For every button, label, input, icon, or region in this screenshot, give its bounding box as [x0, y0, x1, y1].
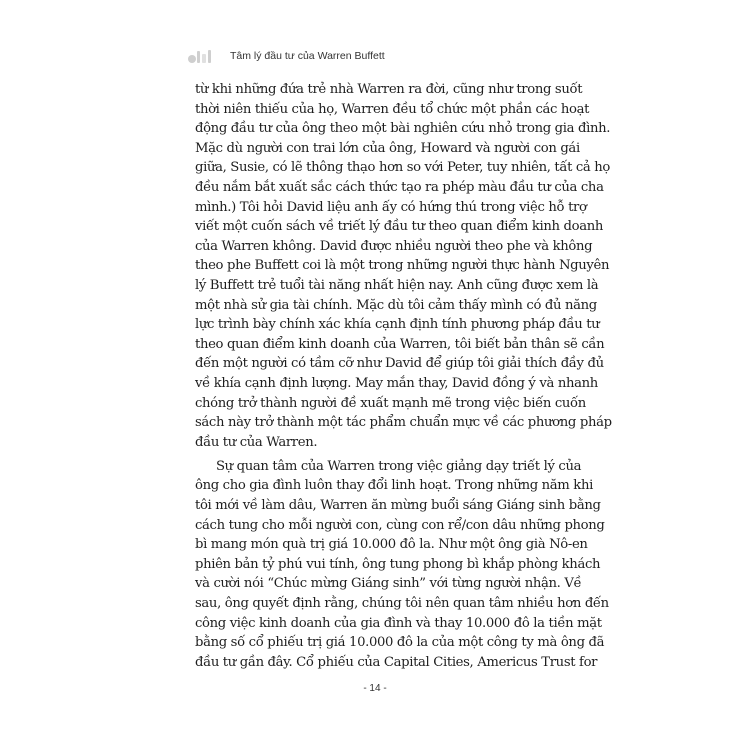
- text-line: phiên bản tỷ phú vui tính, ông tung phong bì khắp phòng khách: [195, 556, 601, 572]
- text-line: Sự quan tâm của Warren trong việc giảng dạy triết lý của: [216, 458, 582, 474]
- text-line: công việc kinh doanh của gia đình và thay 10.000 đô la tiền mặt: [195, 615, 602, 631]
- paragraph: [195, 457, 609, 673]
- text-line: viết một cuốn sách về triết lý đầu tư theo quan điểm kinh doanh: [195, 219, 604, 235]
- text-line: lực trình bày chính xác khía cạnh định tính phương pháp đầu tư: [195, 317, 600, 333]
- text-line: động đầu tư của ông theo một bài nghiên cứu nhỏ trong gia đình.: [195, 121, 611, 137]
- text-line: đầu tư gần đây. Cổ phiếu của Capital Cities, Americus Trust for: [195, 654, 598, 670]
- page-body: [195, 80, 612, 672]
- text-line: lý Buffett trẻ tuổi tài năng nhất hiện nay. Anh cũng được xem là: [195, 277, 599, 293]
- text-line: giữa, Susie, có lẽ thông thạo hơn so với Peter, tuy nhiên, tất cả họ: [195, 160, 610, 176]
- text-line: và cười nói “Chúc mừng Giáng sinh” với từng người nhận. Về: [195, 576, 582, 592]
- text-line: thời niên thiếu của họ, Warren đều tổ chức một phần các hoạt: [195, 101, 590, 117]
- text-line: của Warren không. David được nhiều người theo phe và không: [195, 238, 593, 254]
- text-line: sách này trở thành một tác phẩm chuẩn mực về các phương pháp: [195, 415, 612, 431]
- text-line: bằng số cổ phiếu trị giá 10.000 đô la của một công ty mà ông đã: [195, 635, 605, 651]
- text-line: đầu tư của Warren.: [195, 434, 318, 450]
- text-line: theo phe Buffett coi là một trong những người thực hành Nguyên: [195, 258, 610, 274]
- text-line: đều nắm bắt xuất sắc cách thức tạo ra phép màu đầu tư của cha: [195, 179, 604, 195]
- text-line: sau, ông quyết định rằng, chúng tôi nên quan tâm nhiều hơn đến: [195, 595, 609, 611]
- text-line: bì mang món quà trị giá 10.000 đô la. Như một ông già Nô-en: [195, 537, 588, 553]
- paragraph: [195, 80, 612, 452]
- text-line: ông cho gia đình luôn thay đổi linh hoạt. Trong những năm khi: [195, 478, 593, 494]
- text-line: tôi mới về làm dâu, Warren ăn mừng buổi sáng Giáng sinh bằng: [195, 497, 601, 513]
- text-line: đến một người có tầm cỡ như David để giúp tôi giải thích đầy đủ: [195, 356, 604, 372]
- text-line: mình.) Tôi hỏi David liệu anh ấy có hứng thú trong việc hỗ trợ: [195, 199, 587, 215]
- text-line: Mặc dù người con trai lớn của ông, Howard và người con gái: [195, 140, 580, 156]
- text-line: từ khi những đứa trẻ nhà Warren ra đời, cũng như trong suốt: [195, 82, 583, 97]
- page-number: - 14 -: [363, 683, 387, 694]
- text-line: theo quan điểm kinh doanh của Warren, tôi biết bản thân sẽ cần: [195, 336, 605, 352]
- publisher-logo-icon: [188, 49, 224, 63]
- running-header: [188, 48, 385, 64]
- text-line: chóng trở thành người đề xuất mạnh mẽ trong việc biến cuốn: [195, 395, 586, 411]
- book-title: Tâm lý đầu tư của Warren Buffett: [230, 50, 385, 62]
- text-line: một nhà sử gia tài chính. Mặc dù tôi cảm thấy mình có đủ năng: [195, 297, 597, 313]
- text-line: về khía cạnh định lượng. May mắn thay, David đồng ý và nhanh: [195, 375, 598, 391]
- text-line: cách tung cho mỗi người con, cùng con rể/con dâu những phong: [195, 517, 605, 533]
